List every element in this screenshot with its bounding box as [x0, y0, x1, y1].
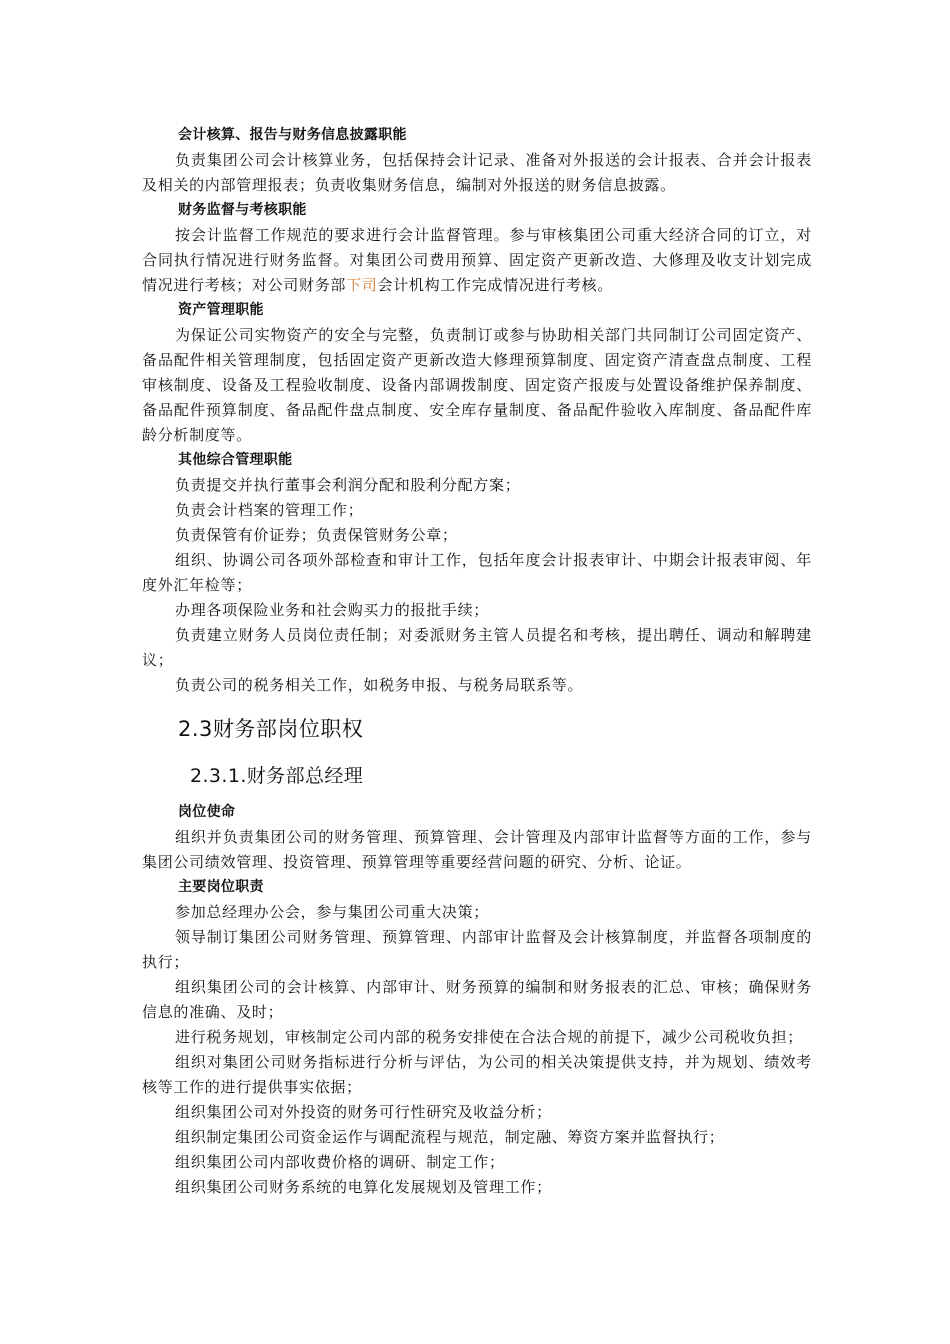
paragraph: 负责建立财务人员岗位责任制；对委派财务主管人员提名和考核，提出聘任、调动和解聘建议； — [142, 626, 812, 669]
paragraph: 负责公司的税务相关工作，如税务申报、与税务局联系等。 — [175, 676, 584, 694]
section-title-accounting: 会计核算、报告与财务信息披露职能 — [178, 127, 407, 143]
paragraph: 组织集团公司财务系统的电算化发展规划及管理工作； — [175, 1178, 552, 1196]
paragraph: 参加总经理办公会，参与集团公司重大决策； — [175, 903, 490, 921]
paragraph-text: 会计机构工作完成情况进行考核。 — [377, 276, 614, 294]
paragraph: 组织并负责集团公司的财务管理、预算管理、会计管理及内部审计监督等方面的工作，参与集团公司绩效管理、投资管理、预算管理等重要经营问题的研究、分析、论证。 — [142, 828, 812, 871]
paragraph — [142, 223, 812, 298]
paragraph: 组织集团公司内部收费价格的调研、制定工作； — [175, 1153, 505, 1171]
paragraph: 进行税务规划，审核制定公司内部的税务安排使在合法合规的前提下，减少公司税收负担； — [175, 1028, 804, 1046]
paragraph: 组织、协调公司各项外部检查和审计工作，包括年度会计报表审计、中期会计报表审阅、年度外汇年检等； — [142, 551, 812, 594]
highlighted-text: 下司 — [346, 276, 378, 294]
paragraph: 组织集团公司对外投资的财务可行性研究及收益分析； — [175, 1103, 552, 1121]
paragraph: 负责提交并执行董事会利润分配和股利分配方案； — [175, 476, 521, 494]
paragraph: 负责保管有价证券；负责保管财务公章； — [175, 526, 458, 544]
section-title-other: 其他综合管理职能 — [178, 452, 293, 468]
document-body — [142, 123, 812, 1200]
paragraph: 组织制定集团公司资金运作与调配流程与规范，制定融、筹资方案并监督执行； — [175, 1128, 725, 1146]
heading-level-3: 2.3.1.财务部总经理 — [190, 765, 364, 787]
section-title-supervision: 财务监督与考核职能 — [178, 202, 307, 218]
paragraph: 组织对集团公司财务指标进行分析与评估，为公司的相关决策提供支持，并为规划、绩效考核等工作的进行提供事实依据； — [142, 1053, 812, 1096]
paragraph: 组织集团公司的会计核算、内部审计、财务预算的编制和财务报表的汇总、审核；确保财务信息的准确、及时； — [142, 978, 812, 1021]
section-title-assets: 资产管理职能 — [178, 302, 264, 318]
paragraph: 为保证公司实物资产的安全与完整，负责制订或参与协助相关部门共同制订公司固定资产、备品配件相关管理制度，包括固定资产更新改造大修理预算制度、固定资产清查盘点制度、工程审核制度、设备及工程验收制度、设备内部调拨制度、固定资产报废与处置设备维护保养制度、备品配件预算制度、备品配件盘点制度、安全库存量制度、备品配件验收入库制度、备品配件库龄分析制度等。 — [142, 326, 812, 444]
paragraph: 领导制订集团公司财务管理、预算管理、内部审计监督及会计核算制度，并监督各项制度的执行； — [142, 928, 812, 971]
paragraph-text: 按会计监督工作规范的要求进行会计监督管理。参与审核集团公司重大经济合同的订立，对合同执行情况进行财务监督。对集团公司费用预算、固定资产更新改造、大修理及收支计划完成情况进行考核；对公司财务部 — [142, 226, 812, 294]
section-title-duties: 主要岗位职责 — [178, 879, 264, 895]
heading-level-2: 2.3财务部岗位职权 — [178, 717, 364, 741]
paragraph: 负责会计档案的管理工作； — [175, 501, 364, 519]
paragraph: 负责集团公司会计核算业务，包括保持会计记录、准备对外报送的会计报表、合并会计报表及相关的内部管理报表；负责收集财务信息，编制对外报送的财务信息披露。 — [142, 151, 812, 194]
section-title-mission: 岗位使命 — [178, 804, 236, 820]
paragraph: 办理各项保险业务和社会购买力的报批手续； — [175, 601, 490, 619]
